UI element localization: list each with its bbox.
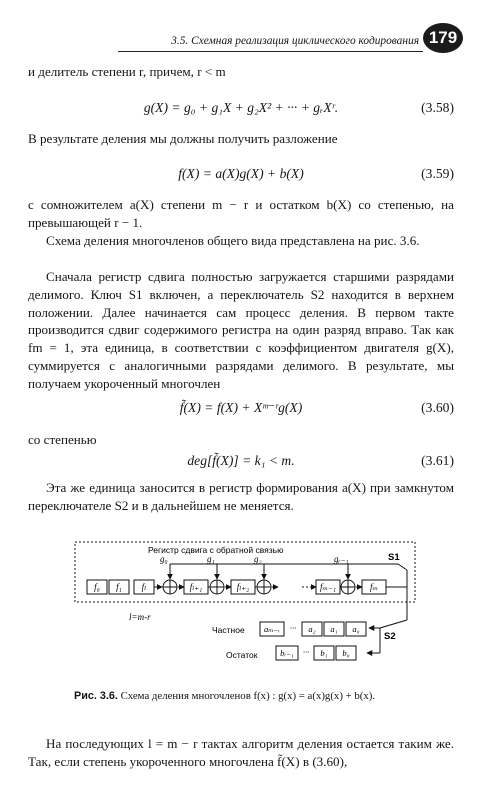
paragraph-next-steps: На последующих l = m − r тактах алгоритм деления остается таким же. Так, если степень укороченного многочлена f̃(X) в (3.60), <box>28 736 454 769</box>
coef-label-gr-1: gᵣ₋₁ <box>334 554 349 564</box>
equation-number: (3.60) <box>421 400 454 415</box>
page-number: 179 <box>423 23 463 53</box>
paragraph-algorithm: Сначала регистр сдвига полностью загружается старшими разрядами делимого. Ключ S1 включен, а переключатель S2 находится в верхнем положении. Далее начинается сам процесс деления. В первом такте производится сдвиг содержимого регистра на один разряд вправо. Так как fm = 1, эта единица, в соответствии с коэффициентом двигателя g(X), суммируется с аналогичными разрядами делимого. В результате, мы получаем укороченный многочлен <box>28 269 454 391</box>
coef-label-g0: g₀ <box>160 554 168 564</box>
register-label: Регистр сдвига с обратной связью <box>148 545 284 555</box>
switch-s1-label: S1 <box>388 552 400 563</box>
register-cell-fl1-label: fₗ₊₁ <box>189 582 203 592</box>
equation-3-60 <box>28 400 454 420</box>
paragraph-cofactor: с сомножителем a(X) степени m − r и остатком b(X) со степенью, на превышающей r − 1. <box>28 197 454 230</box>
coef-label-g2: g₂ <box>254 554 262 564</box>
remainder-label: Остаток <box>226 650 258 660</box>
caption-label: Рис. 3.6. <box>74 690 118 702</box>
coef-label-g1: g₁ <box>207 554 215 564</box>
equation-body: f(X) = a(X)g(X) + b(X) <box>178 166 304 181</box>
s2-switch-blade <box>380 620 407 628</box>
register-cell-fm-1-label: fₘ₋₁ <box>320 582 336 592</box>
s1-switch-blade <box>398 564 407 570</box>
quotient-label: Частное <box>212 625 245 635</box>
quotient-cell-a0-label: a₀ <box>352 624 360 634</box>
equation-3-59 <box>28 166 454 186</box>
shift-count-label: l=m-r <box>129 612 151 622</box>
equation-body: deg[f̃(X)] = k₁ < m. <box>187 453 295 468</box>
figure-caption <box>74 689 436 703</box>
remainder-cell-b0-label: b₀ <box>342 648 350 658</box>
quotient-dots: ··· <box>289 623 297 633</box>
equation-number: (3.58) <box>421 100 454 115</box>
caption-text: Схема деления многочленов f(x) : g(x) = a(x)g(x) + b(x). <box>120 690 376 702</box>
quotient-cell-a2-label: a₂ <box>308 624 316 634</box>
paragraph-division-result: В результате деления мы должны получить разложение <box>28 131 338 146</box>
paragraph-degree: со степенью <box>28 432 97 447</box>
header-rule <box>118 51 423 52</box>
xor-adder-icon <box>341 580 355 594</box>
equation-number: (3.59) <box>421 166 454 181</box>
register-cell-fl-label: fₗ <box>141 582 147 592</box>
register-cell-f1-label: f₁ <box>116 582 122 592</box>
paragraph-divisor-intro: и делитель степени r, причем, r < m <box>28 64 226 79</box>
paragraph-quotient-register: Эта же единица заносится в регистр формирования a(X) при замкнутом переключателе S2 и в дальнейшем не меняется. <box>28 480 454 513</box>
xor-adder-icon <box>163 580 177 594</box>
register-cell-fm-label: fₘ <box>369 582 379 592</box>
remainder-cell-br-1-label: bᵣ₋₁ <box>280 648 294 658</box>
quotient-cell-am-r-label: aₘ₋ᵣ <box>263 624 281 634</box>
running-title: 3.5. Схемная реализация циклического кодирования <box>171 35 419 47</box>
xor-adder-icon <box>210 580 224 594</box>
equation-body: f̃(X) = f(X) + Xᵐ⁻ʳg(X) <box>179 400 303 415</box>
equation-number: (3.61) <box>421 453 454 468</box>
equation-3-61 <box>28 453 454 473</box>
remainder-dots: ··· <box>302 647 310 657</box>
xor-adder-icon <box>257 580 271 594</box>
remainder-cell-b1-label: b₁ <box>320 648 328 658</box>
switch-s2-label: S2 <box>384 631 396 642</box>
running-header <box>118 20 463 54</box>
register-cell-f0-label: f₀ <box>94 582 100 592</box>
paragraph-scheme-ref: Схема деления многочленов общего вида представлена на рис. 3.6. <box>46 233 420 248</box>
division-circuit-diagram <box>74 540 420 680</box>
equation-3-58 <box>28 100 454 120</box>
equation-body: g(X) = g₀ + g₁X + g₂X² + ··· + gᵣXʳ. <box>143 100 339 115</box>
register-cell-fl2-label: fₗ₊₂ <box>236 582 250 592</box>
quotient-cell-a1-label: a₁ <box>330 624 338 634</box>
